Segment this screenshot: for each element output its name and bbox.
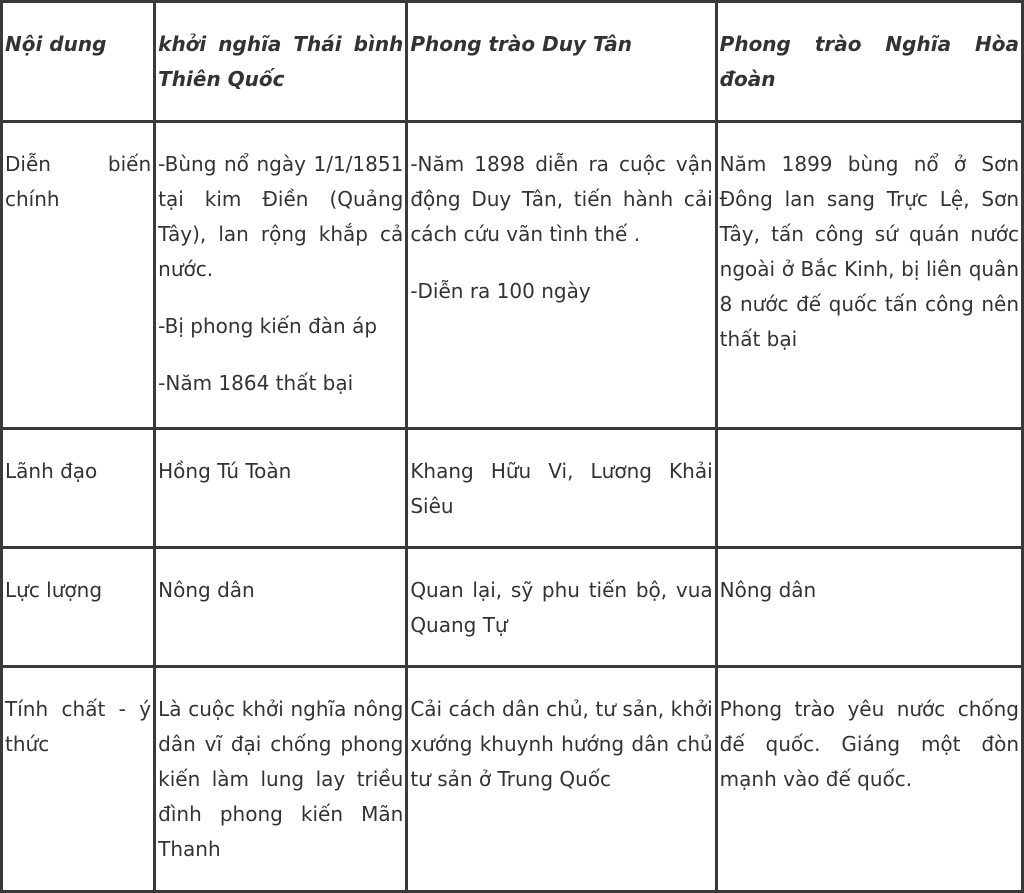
cell-lanh-dao-duytan: Khang Hữu Vi, Lương Khải Siêu — [407, 429, 716, 548]
row-label-lanh-dao: Lãnh đạo — [2, 429, 155, 548]
cell-paragraph: -Bùng nổ ngày 1/1/1851 tại kim Điền (Quảng Tây), lan rộng khắp cả nước. — [158, 151, 404, 281]
table-row-tinh-chat — [2, 666, 1023, 891]
cell-luc-luong-duytan: Quan lại, sỹ phu tiến bộ, vua Quang Tự — [407, 547, 716, 666]
cell-tinh-chat-taiping: Là cuộc khởi nghĩa nông dân vĩ đại chống phong kiến làm lung lay triều đình phong kiến Mãn Thanh — [155, 666, 407, 891]
header-cell-content — [2, 2, 155, 122]
cell-paragraph: -Năm 1898 diễn ra cuộc vận động Duy Tân, tiến hành cải cách cứu vãn tình thế . — [410, 151, 713, 246]
row-label-luc-luong: Lực lượng — [2, 547, 155, 666]
cell-tinh-chat-boxer: Phong trào yêu nước chống đế quốc. Giáng một đòn mạnh vào đế quốc. — [716, 666, 1022, 891]
header-label-boxer: Phong trào Nghĩa Hòa đoàn — [719, 32, 1019, 91]
table-header-row — [2, 2, 1023, 122]
table-row-luc-luong — [2, 547, 1023, 666]
cell-paragraph: -Bị phong kiến đàn áp — [158, 313, 378, 338]
cell-lanh-dao-taiping: Hồng Tú Toàn — [155, 429, 407, 548]
table-row-lanh-dao — [2, 429, 1023, 548]
row-label-dien-bien: Diễn biến chính — [2, 121, 155, 428]
cell-dien-bien-taiping — [155, 121, 407, 428]
row-label-tinh-chat: Tính chất - ý thức — [2, 666, 155, 891]
header-label-content: Nội dung — [5, 32, 107, 56]
header-cell-duytan — [407, 2, 716, 122]
cell-paragraph: -Năm 1864 thất bại — [158, 370, 354, 395]
cell-dien-bien-duytan — [407, 121, 716, 428]
cell-paragraph: Năm 1899 bùng nổ ở Sơn Đông lan sang Trực Lệ, Sơn Tây, tấn công sứ quán nước ngoài ở Bắc Kinh, bị liên quân 8 nước đế quốc tấn công nên thất bại — [719, 151, 1019, 351]
cell-tinh-chat-duytan: Cải cách dân chủ, tư sản, khởi xướng khuynh hướng dân chủ tư sản ở Trung Quốc — [407, 666, 716, 891]
table-row-dien-bien — [2, 121, 1023, 428]
cell-lanh-dao-boxer — [716, 429, 1022, 548]
cell-luc-luong-boxer: Nông dân — [716, 547, 1022, 666]
header-cell-boxer — [716, 2, 1022, 122]
cell-dien-bien-boxer — [716, 121, 1022, 428]
header-cell-taiping — [155, 2, 407, 122]
header-label-duytan: Phong trào Duy Tân — [410, 32, 632, 56]
cell-paragraph: -Diễn ra 100 ngày — [410, 278, 591, 303]
cell-luc-luong-taiping: Nông dân — [155, 547, 407, 666]
header-label-taiping: khởi nghĩa Thái bình Thiên Quốc — [158, 32, 404, 91]
